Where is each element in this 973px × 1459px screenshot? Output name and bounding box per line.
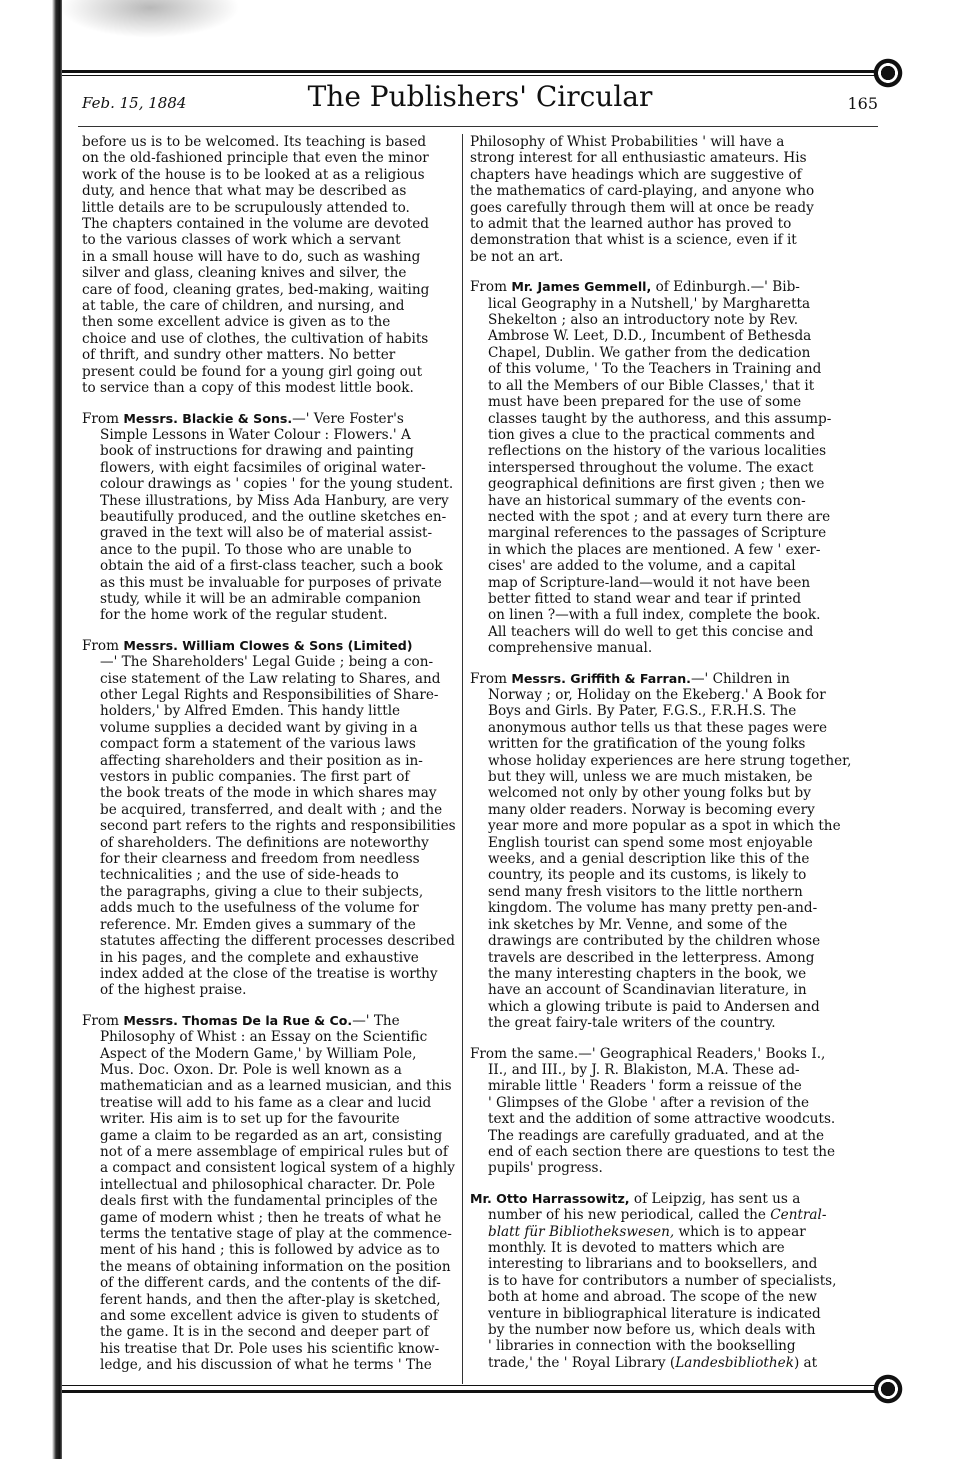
left-column [82,134,456,1374]
review-griffith-farran [470,671,878,1032]
journal-title: The Publishers' Circular [307,80,653,113]
periodical-title: Central- blatt für Bibliothekswesen, [488,1207,827,1240]
top-rule-thin [62,75,882,76]
from-label: From [470,279,512,296]
publisher-name: Messrs. William Clowes & Sons (Limited) [123,637,413,653]
review-text: —' Vere Foster's Simple Lessons in Water Colour : Flowers.' A book of instructions for drawing and painting flowers, with eight facsimiles of original water- colour drawings as ' copies ' for the young student. These illustrations, by Miss Ada Hanbury, are very beautifully produced, and the outline sketches en- graved in the text will also be of material assist- ance to the pupil. To those who are unable to obtain the aid of a first-class teacher, such a book as this must be invaluable for purposes of private study, while it will be an admirable companion for the home work of the regular student. [100,410,454,624]
review-geographical-readers: From the same.—' Geographical Readers,' Books I., II., and III., by J. R. Blakiston, M.A. These ad- mirable little ' Readers ' form a reissue of the ' Glimpses of the Globe ' after a revision of the text and the addition of some attractive woodcuts. The readings are carefully graduated, and at the end of each section there are questions to test the pupils' progress. [470,1045,836,1177]
review-domestic-service: before us is to be welcomed. Its teaching is based on the old-fashioned principle that even the minor work of the house is to be looked at as a religious duty, and hence that what may be described as little details are to be scrupulously attended to. The chapters contained in the volume are devoted to the various classes of work which a servant in a small house will have to do, such as washing silver and glass, cleaning knives and silver, the care of food, cleaning grates, bed-making, waiting at table, the care of children, and nursing, and then some excellent advice is given as to the choice and use of clothes, the cultivation of habits of thrift, and sundry other matters. No better present could be found for a young girl going out to service than a copy of this modest little book. [82,134,430,397]
review-clowes [82,638,456,999]
right-column [470,134,878,1371]
top-rule [62,70,882,73]
publisher-name: Messrs. Thomas De la Rue & Co. [123,1012,353,1028]
review-text: of Leipzig, has sent us a number of his new periodical, called the [488,1190,801,1224]
review-text: which is to appear monthly. It is devoted to matters which are interesting to librarians and to booksellers, and is to have for contributors a number of specialists, both at home and abroad. The scope of the new venture in bibliographical literature is indicated by the number now before us, which deals with ' libraries in connection with the bookselling trade,' the ' Royal Library ( [488,1223,837,1371]
column-divider [462,134,463,1384]
publisher-name: Mr. Otto Harrassowitz, [470,1190,630,1206]
review-text: of Edinburgh.—' Bib- lical Geography in a Nutshell,' by Margharetta Shekelton ; also an introductory note by Rev. Ambrose W. Leet, D.D., Incumbent of Bethesda Chapel, Dublin. We gather from the dedication of this volume, ' To the Teachers in Training and to all the Members of our Bible Classes,' that it must have been prepared for the use of some classes taught by the authoress, and this assump- tion gives a clue to the practical comments and reflections on the history of the various localities interspersed throughout the volume. The exact geographical definitions are first given ; then we have an historical summary of the events con- nected with the spot ; and at every turn there are marginal references to the passages of Scripture in which the places are mentioned. A few ' exer- cises' are added to the volume, and a capital map of Scripture-land—would it not have been better fitted to stand wear and tear if printed on linen ?—with a full index, complete the book. All teachers will do well to get this concise and comprehensive manual. [488,279,832,657]
header-rule [78,126,878,127]
page-number: 165 [847,94,878,113]
library-name: Landesbibliothek [675,1354,794,1371]
publisher-name: Mr. James Gemmell, [511,279,652,295]
corner-ornament-icon [872,1372,904,1406]
print-smudge [60,0,240,38]
page-header [82,80,878,120]
review-de-la-rue [82,1013,456,1374]
issue-date: Feb. 15, 1884 [82,94,187,112]
publisher-name: Messrs. Blackie & Sons. [123,410,293,426]
from-label: From [82,1012,124,1029]
from-label: From [82,410,124,427]
review-text: ) at [793,1354,818,1371]
bottom-rule-thin [62,1385,882,1386]
review-gemmell [470,279,878,656]
page-binding-edge [0,0,62,1459]
review-whist-continued: Philosophy of Whist Probabilities ' will have a strong interest for all enthusiastic amateurs. His chapters have headings which are suggestive of the mathematics of card-playing, and anyone who goes carefully through them will at once be ready to admit that the learned author has proved to demonstration that whist is a science, even if it be not an art. [470,134,815,265]
from-label: From [470,670,512,687]
review-harrassowitz [470,1191,878,1371]
review-text: —' The Shareholders' Legal Guide ; being a con- cise statement of the Law relating to Shares, and other Legal Rights and Responsibilities of Share- holders,' by Alfred Emden. This handy little volume supplies a decided want by giving in a compact form a statement of the various laws affecting shareholders and their position as in- vestors in public companies. The first part of the book treats of the mode in which shares may be acquired, transferred, and dealt with ; and the second part refers to the rights and responsibilities of shareholders. The definitions are noteworthy for their clearness and freedom from needless technicalities ; and the use of side-heads to the paragraphs, giving a clue to their subjects, adds much to the usefulness of the volume for reference. Mr. Emden gives a summary of the statutes affecting the different processes described in his pages, and the complete and exhaustive index added at the close of the treatise is worthy of the highest praise. [100,654,456,999]
bottom-rule [62,1390,882,1393]
review-blackie [82,411,456,624]
review-text: —' Children in Norway ; or, Holiday on the Ekeberg.' A Book for Boys and Girls. By Pater, F.G.S., F.R.H.S. The anonymous author tells us that these pages were written for the gratification of the young folks whose holiday experiences are here strung together, but they will, unless we are much mistaken, be welcomed not only by other young folks but by many older readers. Norway is becoming every year more and more popular as a spot in which the English tourist can spend some most enjoyable weeks, and a genial description like this of the country, its people and its customs, is likely to send many fresh visitors to the little northern kingdom. The volume has many pretty pen-and- ink sketches by Mr. Venne, and some of the drawings are contributed by the children whose travels are described in the letterpress. Among the many interesting chapters in the book, we have an account of Scandinavian literature, in which a glowing tribute is paid to Andersen and the great fairy-tale writers of the country. [488,670,852,1032]
review-text: —' The Philosophy of Whist : an Essay on the Scientific Aspect of the Modern Game,' by William Pole, Mus. Doc. Oxon. Dr. Pole is well known as a mathematician and as a learned musician, and this treatise will add to his fame as a clear and lucid writer. His aim is to set up for the favourite game a claim to be regarded as an art, consisting not of a mere assemblage of empirical rules but of a compact and consistent logical system of a highly intellectual and philosophical character. Dr. Pole deals first with the fundamental principles of the game of modern whist ; then he treats of what he terms the tentative stage of play at the commence- ment of his hand ; this is followed by advice as to the means of obtaining information on the position of the different cards, and the contents of the dif- ferent hands, and then the after-play is sketched, and some excellent advice is given to students of the game. It is in the second and deeper part of his treatise that Dr. Pole uses his scientific know- ledge, and his discussion of what he terms ' The [100,1012,455,1374]
from-label: From [82,637,124,654]
publisher-name: Messrs. Griffith & Farran. [511,670,691,686]
